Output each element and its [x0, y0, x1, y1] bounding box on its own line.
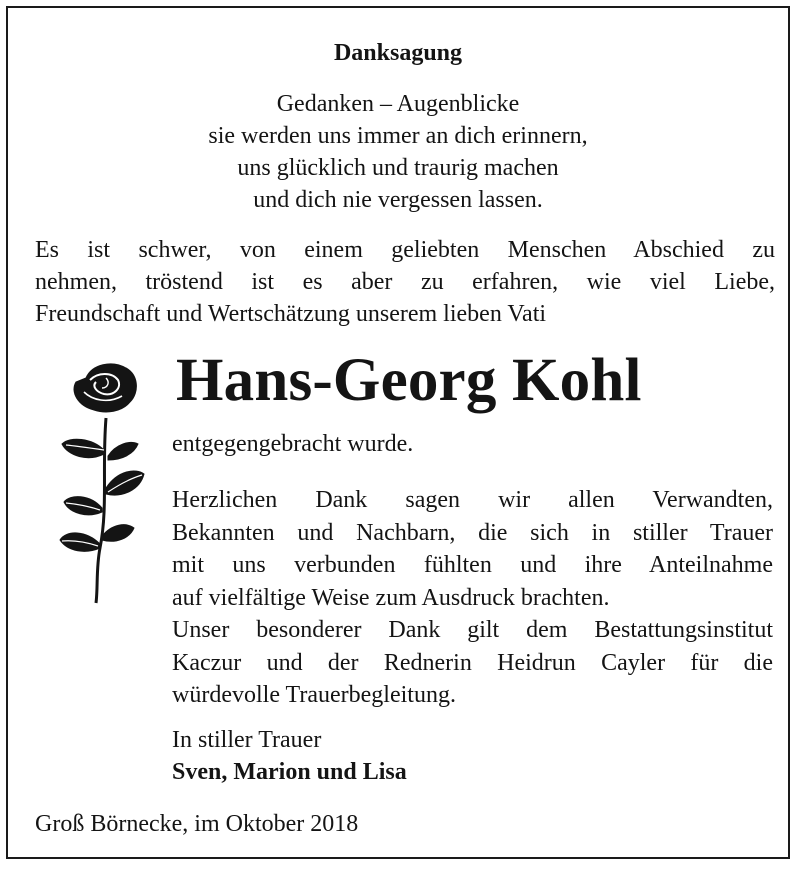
intro-line: nehmen, tröstend ist es aber zu erfahren, wie viel Liebe,	[35, 269, 775, 295]
mourning-phrase: In stiller Trauer	[172, 727, 322, 753]
place-date: Groß Börnecke, im Oktober 2018	[35, 811, 359, 837]
poem	[8, 88, 788, 216]
thanks-paragraph	[172, 484, 773, 712]
after-name-text: entgegengebracht wurde.	[172, 431, 414, 457]
thanks-line: Unser besonderer Dank gilt dem Bestattungsinstitut	[172, 617, 773, 643]
signers: Sven, Marion und Lisa	[172, 759, 407, 785]
poem-line: sie werden uns immer an dich erinnern,	[208, 123, 588, 149]
rose-icon	[56, 358, 148, 608]
intro-paragraph	[35, 234, 775, 330]
thanks-line: Herzlichen Dank sagen wir allen Verwandten,	[172, 487, 773, 513]
thanks-line: auf vielfältige Weise zum Ausdruck brachten.	[172, 584, 610, 611]
intro-line: Es ist schwer, von einem geliebten Menschen Abschied zu	[35, 237, 775, 263]
poem-line: Gedanken – Augenblicke	[276, 91, 520, 117]
poem-line: uns glücklich und traurig machen	[237, 155, 559, 181]
notice-heading: Danksagung	[333, 40, 463, 66]
thanks-line: Bekannten und Nachbarn, die sich in stiller Trauer	[172, 519, 773, 546]
intro-line: Freundschaft und Wertschätzung unserem lieben Vati	[35, 301, 547, 327]
obituary-notice	[6, 6, 790, 859]
deceased-name: Hans-Georg Kohl	[176, 347, 642, 414]
thanks-line: mit uns verbunden fühlten und ihre Anteilnahme	[172, 552, 773, 578]
closing	[172, 724, 407, 788]
thanks-line: würdevolle Trauerbegleitung.	[172, 682, 456, 708]
thanks-line: Kaczur und der Rednerin Heidrun Cayler für die	[172, 649, 773, 676]
poem-line: und dich nie vergessen lassen.	[253, 187, 543, 213]
